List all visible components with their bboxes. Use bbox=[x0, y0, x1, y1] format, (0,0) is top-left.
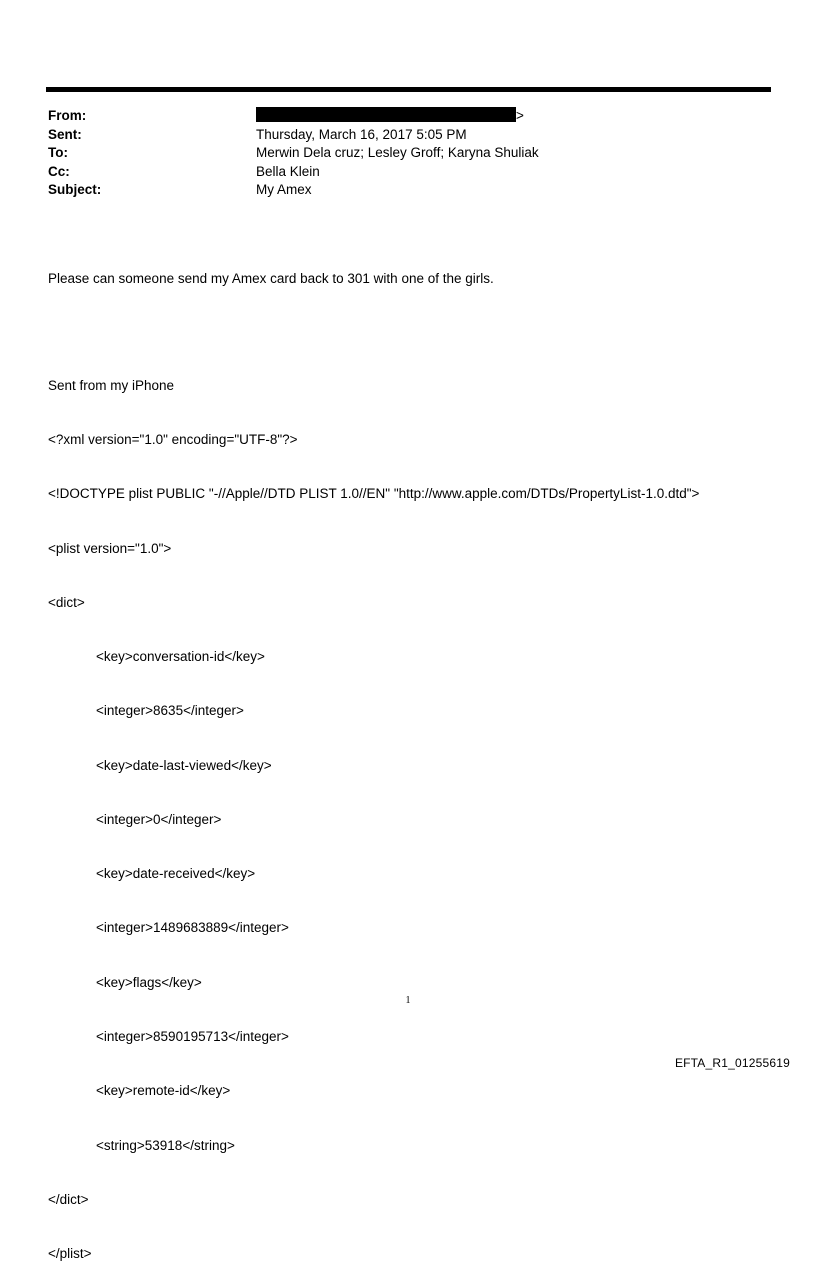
xml-line: <dict> bbox=[48, 594, 85, 610]
xml-line: <key>flags</key> bbox=[96, 974, 202, 990]
blank-line bbox=[48, 324, 788, 340]
subject-row bbox=[48, 181, 748, 200]
email-header bbox=[48, 107, 748, 200]
xml-line: <key>date-last-viewed</key> bbox=[96, 757, 272, 773]
bates-number: EFTA_R1_01255619 bbox=[674, 1056, 790, 1070]
cc-row bbox=[48, 163, 748, 182]
from-value bbox=[256, 107, 524, 126]
xml-line: </dict> bbox=[48, 1191, 89, 1207]
xml-line: <key>remote-id</key> bbox=[96, 1083, 231, 1099]
from-value-suffix: > bbox=[516, 108, 524, 123]
to-label: To: bbox=[48, 145, 68, 160]
subject-label: Subject: bbox=[48, 182, 102, 197]
signature-text: Sent from my iPhone bbox=[48, 377, 175, 393]
cc-label: Cc: bbox=[48, 163, 70, 179]
subject-value: My Amex bbox=[256, 182, 312, 197]
xml-line: <integer>8590195713</integer> bbox=[96, 1029, 289, 1045]
xml-line: <key>conversation-id</key> bbox=[96, 649, 265, 665]
from-label: From: bbox=[48, 108, 87, 123]
xml-line: <key>date-received</key> bbox=[96, 866, 256, 882]
xml-line: <?xml version="1.0" encoding="UTF-8"?> bbox=[48, 431, 298, 447]
xml-line: <plist version="1.0"> bbox=[48, 540, 172, 556]
sent-value: Thursday, March 16, 2017 5:05 PM bbox=[256, 126, 467, 142]
to-row bbox=[48, 144, 748, 163]
redaction-box bbox=[256, 107, 516, 122]
cc-value: Bella Klein bbox=[256, 163, 320, 179]
header-rule bbox=[46, 87, 771, 92]
xml-line: <integer>1489683889</integer> bbox=[96, 920, 289, 936]
email-body bbox=[48, 234, 788, 1281]
xml-line: <!DOCTYPE plist PUBLIC "-//Apple//DTD PLIST 1.0//EN" "http://www.apple.com/DTDs/PropertyList-1.0.dtd"> bbox=[48, 486, 700, 502]
to-value: Merwin Dela cruz; Lesley Groff; Karyna Shuliak bbox=[256, 145, 539, 160]
message-text: Please can someone send my Amex card back to 301 with one of the girls. bbox=[48, 271, 494, 287]
from-row bbox=[48, 107, 748, 126]
sent-label: Sent: bbox=[48, 126, 82, 142]
page-number: 1 bbox=[405, 995, 411, 1006]
xml-line: <string>53918</string> bbox=[96, 1137, 235, 1153]
xml-line: </plist> bbox=[48, 1246, 92, 1262]
sent-row bbox=[48, 126, 748, 145]
xml-line: <integer>8635</integer> bbox=[96, 703, 244, 719]
xml-line: <integer>0</integer> bbox=[96, 811, 222, 827]
